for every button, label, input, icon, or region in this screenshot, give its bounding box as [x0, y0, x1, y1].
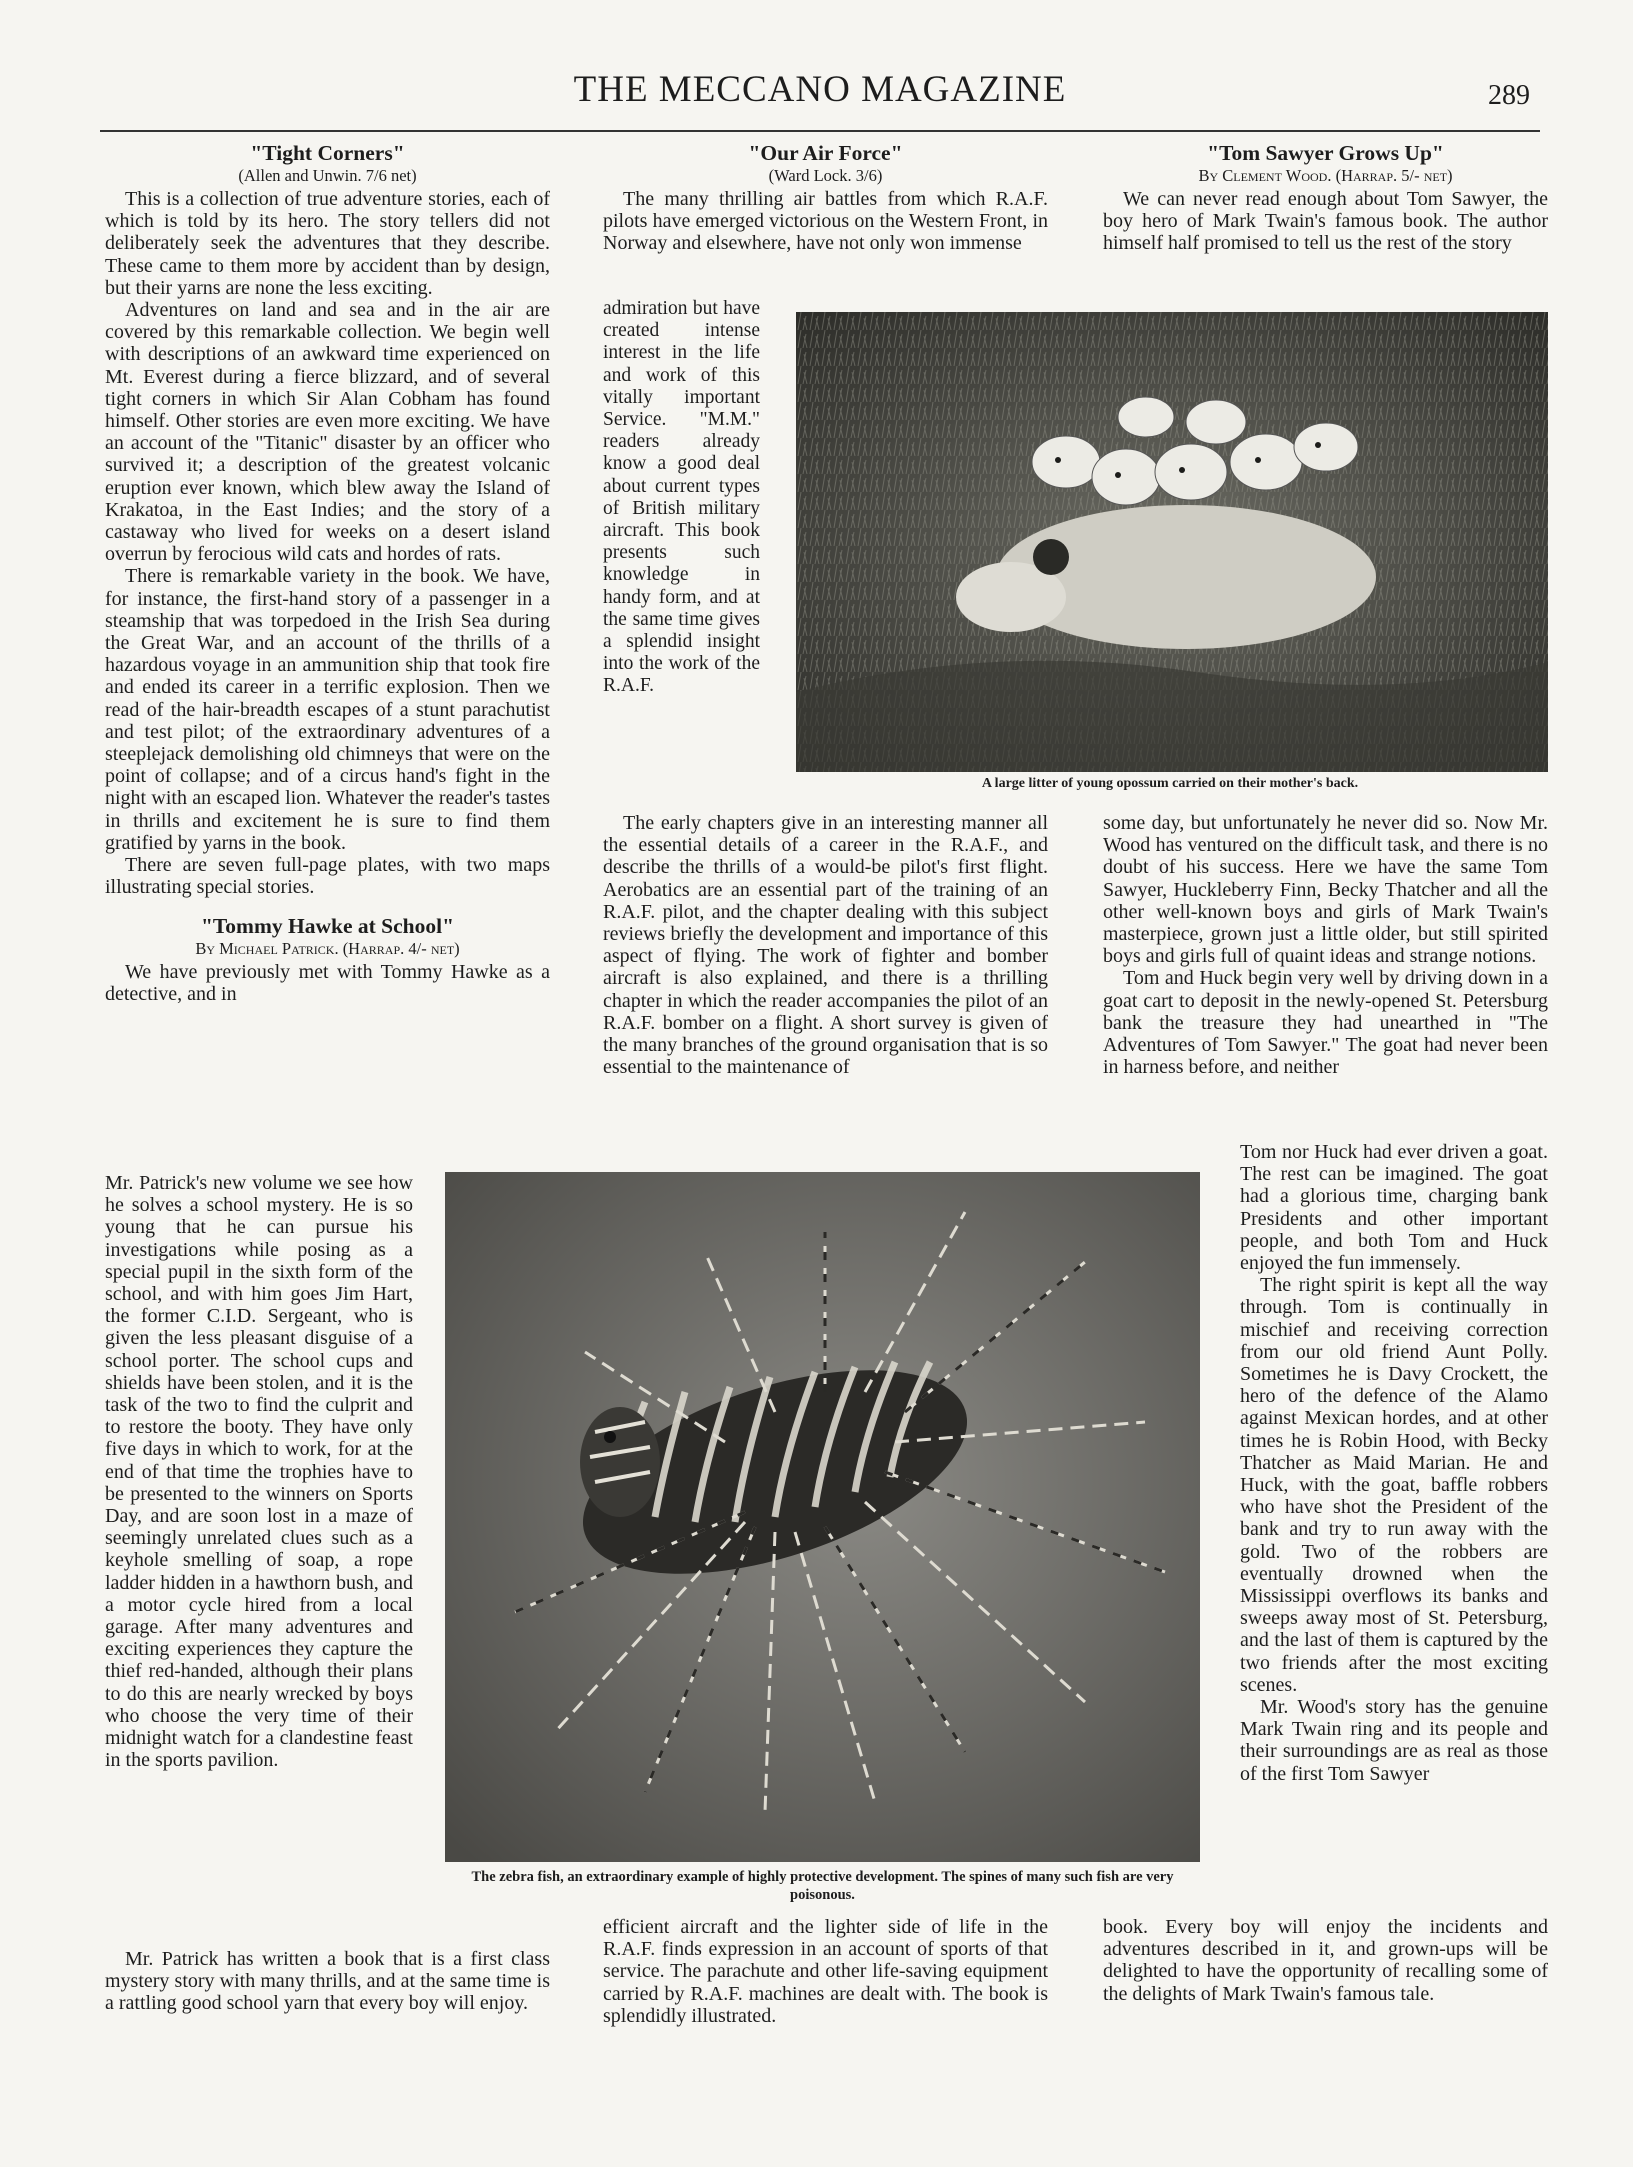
left-column [105, 140, 550, 1172]
page-header [100, 68, 1540, 132]
right-column [1103, 140, 1548, 300]
right-column-lower [1103, 812, 1548, 1130]
paragraph: The early chapters give in an interesting manner all the essential details of a career in the R.A.F., and describe the thrills of a would-be pilot's first flight. Aerobatics are an essential part of the training of an R.A.F. pilot, and the chapter dealing with this subject reviews briefly the development and importance of this aspect of flying. The work of fighter and bomber aircraft is also explained, and there is a thrilling chapter in which the reader accompanies the pilot of an R.A.F. bomber on a flight. A short survey is given of the many branches of the ground organisation that is so essential to the maintenance of [603, 812, 1048, 1079]
paragraph: There is remarkable variety in the book. We have, for instance, the first-hand story of a passenger in a steamship that was torpedoed in the Irish Sea during the Great War, and an account of the thrills of a hazardous voyage in an ammunition ship that took fire and ended its career in a terrific explosion. Then we read of the hair-breadth escapes of a stunt parachutist and test pilot; of the extraordinary adventures of a steeplejack demolishing old chimneys that were on the point of collapse; and of a circus hand's fight in the night with an escaped lion. Whatever the reader's tastes in thrills and excitement he is sure to find them gratified by yarns in the book. [105, 565, 550, 854]
zebra-fish-photo [445, 1172, 1200, 1862]
paragraph: Mr. Patrick has written a book that is a first class mystery story with many thrills, and at the same time is a rattling good school yarn that every boy will enjoy. [105, 1948, 550, 2015]
middle-column-lower [603, 812, 1048, 1142]
paragraph: This is a collection of true adventure stories, each of which is told by its hero. The story tellers did not deliberately seek the adventures that they describe. These came to them more by accident than by design, but their yarns are none the less exciting. [105, 188, 550, 299]
publisher-line: (Allen and Unwin. 7/6 net) [238, 166, 417, 185]
paragraph: some day, but unfortunately he never did so. Now Mr. Wood has ventured on the difficult task, and there is no doubt of his success. Here we have the same Tom Sawyer, Huckleberry Finn, Becky Thatcher and all the other well-known boys and girls of Mark Twain's masterpiece, grown just a little older, but still spirited boys and girls full of quaint ideas and strange notions. [1103, 812, 1548, 968]
middle-column-narrow [603, 298, 760, 810]
left-column-narrow [105, 1172, 413, 1949]
review-title-tommy-hawke: "Tommy Hawke at School" [200, 913, 455, 938]
right-column-bottom [1103, 1916, 1548, 2056]
left-column-bottom [105, 1948, 550, 2060]
paragraph: Tom nor Huck had ever driven a goat. The rest can be imagined. The goat had a glorious time, charging bank Presidents and other important people, and both Tom and Huck enjoyed the fun immensely. [1240, 1141, 1548, 1275]
paragraph: We have previously met with Tommy Hawke as a detective, and in [105, 960, 550, 1005]
review-title-our-air-force: "Our Air Force" [748, 141, 903, 165]
paragraph: There are seven full-page plates, with two maps illustrating special stories. [105, 854, 550, 899]
middle-column [603, 140, 1048, 310]
publisher-line: By Michael Patrick. (Harrap. 4/- net) [195, 938, 460, 958]
publisher-line: By Clement Wood. (Harrap. 5/- net) [1198, 166, 1453, 185]
review-title-tom-sawyer: "Tom Sawyer Grows Up" [1207, 141, 1444, 165]
paragraph: We can never read enough about Tom Sawyer, the boy hero of Mark Twain's famous book. The author himself half promised to tell us the rest of the story [1103, 188, 1548, 255]
paragraph: efficient aircraft and the lighter side of life in the R.A.F. finds expression in an account of sports of that service. The parachute and other life-saving equipment carried by R.A.F. machines are dealt with. The book is splendidly illustrated. [603, 1916, 1048, 2027]
paragraph: Adventures on land and sea and in the air are covered by this remarkable collection. We begin well with descriptions of an awkward time experienced on Mt. Everest during a fierce blizzard, and of several tight corners in which Sir Alan Cobham has found himself. Other stories are even more exciting. We have an account of the "Titanic" disaster by an officer who survived it; a description of the greatest volcanic eruption ever known, which blew away the Island of Krakatoa, in the East Indies; and the story of a castaway who lived for weeks on a desert island overrun by ferocious wild cats and hordes of rats. [105, 299, 550, 566]
paragraph: The many thrilling air battles from which R.A.F. pilots have emerged victorious on the Western Front, in Norway and elsewhere, have not only won immense [603, 188, 1048, 255]
opossum-photo [796, 312, 1548, 772]
publisher-line: (Ward Lock. 3/6) [768, 166, 883, 185]
right-column-narrow [1240, 1141, 1548, 1917]
zebra-fish-illustration [445, 1172, 1200, 1862]
magazine-title: THE MECCANO MAGAZINE [573, 69, 1067, 110]
opossum-caption: A large litter of young opossum carried on their mother's back. [981, 776, 1359, 791]
paragraph: admiration but have created intense interest in the life and work of this vitally important Service. "M.M." readers already know a good deal about current types of British military aircraft. This book presents such knowledge in handy form, and at the same time gives a splendid insight into the work of the R.A.F. [603, 298, 760, 697]
review-title-tight-corners: "Tight Corners" [250, 141, 405, 165]
paragraph: book. Every boy will enjoy the incidents and adventures described in it, and grown-ups will be delighted to have the opportunity of recalling some of the delights of Mark Twain's famous tale. [1103, 1916, 1548, 2005]
zebra-fish-caption: The zebra fish, an extraordinary example of highly protective development. The spines of many such fish are very poisonous. [471, 1869, 1174, 1903]
page-number: 289 [1488, 80, 1530, 111]
middle-column-bottom [603, 1916, 1048, 2056]
paragraph: Tom and Huck begin very well by driving down in a goat cart to deposit in the newly-opened St. Petersburg bank the treasure they had unearthed in "The Adventures of Tom Sawyer." The goat had never been in harness before, and neither [1103, 967, 1548, 1079]
paragraph: Mr. Patrick's new volume we see how he solves a school mystery. He is so young that he can pursue his investigations while posing as a special pupil in the sixth form of the school, and with him goes Jim Hart, the former C.I.D. Sergeant, who is given the less pleasant disguise of a school porter. The school cups and shields have been stolen, and it is the task of the two to find the culprit and to restore the booty. They have only five days in which to work, for at the end of that time the trophies have to be presented to the winners on Sports Day, and are soon lost in a maze of seemingly unrelated clues such as a keyhole smelling of soap, a rope ladder hidden in a hawthorn bush, and a motor cycle hired from a local garage. After many adventures and exciting experiences they capture the thief red-handed, although their plans to do this are nearly wrecked by boys who choose the very time of their midnight watch for a clandestine feast in the sports pavilion. [105, 1172, 413, 1772]
paragraph: The right spirit is kept all the way through. Tom is continually in mischief and receiving correction from our old friend Aunt Polly. Sometimes he is Davy Crockett, the hero of the defence of the Alamo against Mexican hordes, and at other times he is Robin Hood, with Becky Thatcher as Maid Marian. He and Huck, with the goat, baffle robbers who have shot the President of the bank and try to run away with the gold. Two of the robbers are eventually drowned when the Mississippi overflows its banks and sweeps away most of St. Petersburg, and the last of them is captured by the two friends after the most exciting scenes. [1240, 1274, 1548, 1696]
paragraph: Mr. Wood's story has the genuine Mark Twain ring and its people and their surroundings are as real as those of the first Tom Sawyer [1240, 1696, 1548, 1785]
opossum-illustration [796, 312, 1548, 772]
